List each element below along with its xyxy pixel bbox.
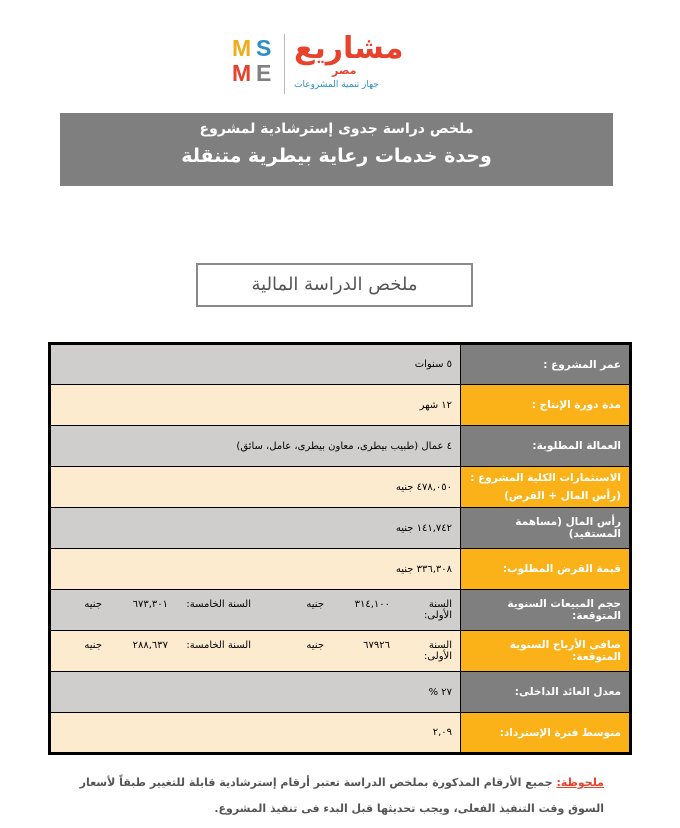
row-label: حجم المبيعات السنوية المتوقعة: [461,590,631,631]
table-row [50,508,631,549]
table-row [50,713,631,754]
table-row [50,549,631,590]
year1-unit: جنيه [306,599,324,610]
table-row [50,590,631,631]
table-row [50,385,631,426]
table-row [50,344,631,385]
row-value: ٤ عمال (طبيب بيطرى، معاون بيطرى، عامل، سائق) [50,426,461,467]
msme-logo [232,30,452,98]
year5-unit: جنيه [84,599,102,610]
row-value [50,590,461,631]
document-header [60,113,613,186]
row-label: متوسط فترة الإسترداد: [461,713,631,754]
row-value: ١٢ شهر [50,385,461,426]
row-value: ٣٣٦,٣٠٨ جنيه [50,549,461,590]
year5-label: السنة الخامسة: [186,640,251,651]
year5-value: ٢٨٨,٦٣٧ [132,640,168,651]
row-label: مدة دورة الإنتاج : [461,385,631,426]
logo-brand: مشاريع [294,31,404,66]
msme-letters [232,36,278,85]
logo-brand-sub: مصر [332,64,357,77]
row-label [461,467,631,508]
logo-letter: M [232,60,252,86]
logo-letter: M [232,35,252,61]
row-value: ٥ سنوات [50,344,461,385]
row-value [50,631,461,672]
header-subtitle: ملخص دراسة جدوى إسترشادية لمشروع [199,121,474,137]
footnote [64,770,604,822]
row-value: ٢٧ % [50,672,461,713]
row-label: رأس المال (مساهمة المستفيد) [461,508,631,549]
row-label-line1: الاستثمارات الكلية المشروع : [470,472,621,484]
note-text: جميع الأرقام المذكورة بملخص الدراسة تعتبر أرقام إسترشادية قابلة للتغيير طبقاً لأسعار السوق وقت التنفيذ الفعلى، ويجب تحديثها قبل البدء فى تنفيذ المشروع. [79,776,604,815]
year5-label: السنة الخامسة: [186,599,251,610]
year1-value: ٣١٤,١٠٠ [354,599,390,610]
year5-unit: جنيه [84,640,102,651]
year1-value: ٦٧٩٢٦ [363,640,390,651]
row-value: ١٤١,٧٤٢ جنيه [50,508,461,549]
row-label: العمالة المطلوبة: [461,426,631,467]
note-key: ملحوظة: [556,776,604,789]
row-label-line2: (رأس المال + القرض) [504,490,621,502]
table-row [50,426,631,467]
table-row [50,467,631,508]
logo-letter: S [256,35,272,61]
table-row [50,631,631,672]
logo-tagline: جهاز تنمية المشروعات [294,80,379,90]
row-label: قيمة القرض المطلوب: [461,549,631,590]
row-value: ٢,٠٩ [50,713,461,754]
header-title: وحدة خدمات رعاية بيطرية متنقلة [181,145,492,167]
row-label: صافى الأرباح السنوية المتوقعة: [461,631,631,672]
year1-unit: جنيه [306,640,324,651]
table-row [50,672,631,713]
financial-summary-table [48,342,632,755]
year1-label: السنة الأولى: [423,599,452,621]
row-label: عمر المشروع : [461,344,631,385]
row-label: معدل العائد الداخلى: [461,672,631,713]
logo-divider [284,34,285,94]
year1-label: السنة الأولى: [423,640,452,662]
row-value: ٤٧٨,٠٥٠ جنيه [50,467,461,508]
logo-letter: E [256,60,272,86]
section-title: ملخص الدراسة المالية [196,263,473,307]
year5-value: ٦٧٣,٣٠١ [132,599,168,610]
